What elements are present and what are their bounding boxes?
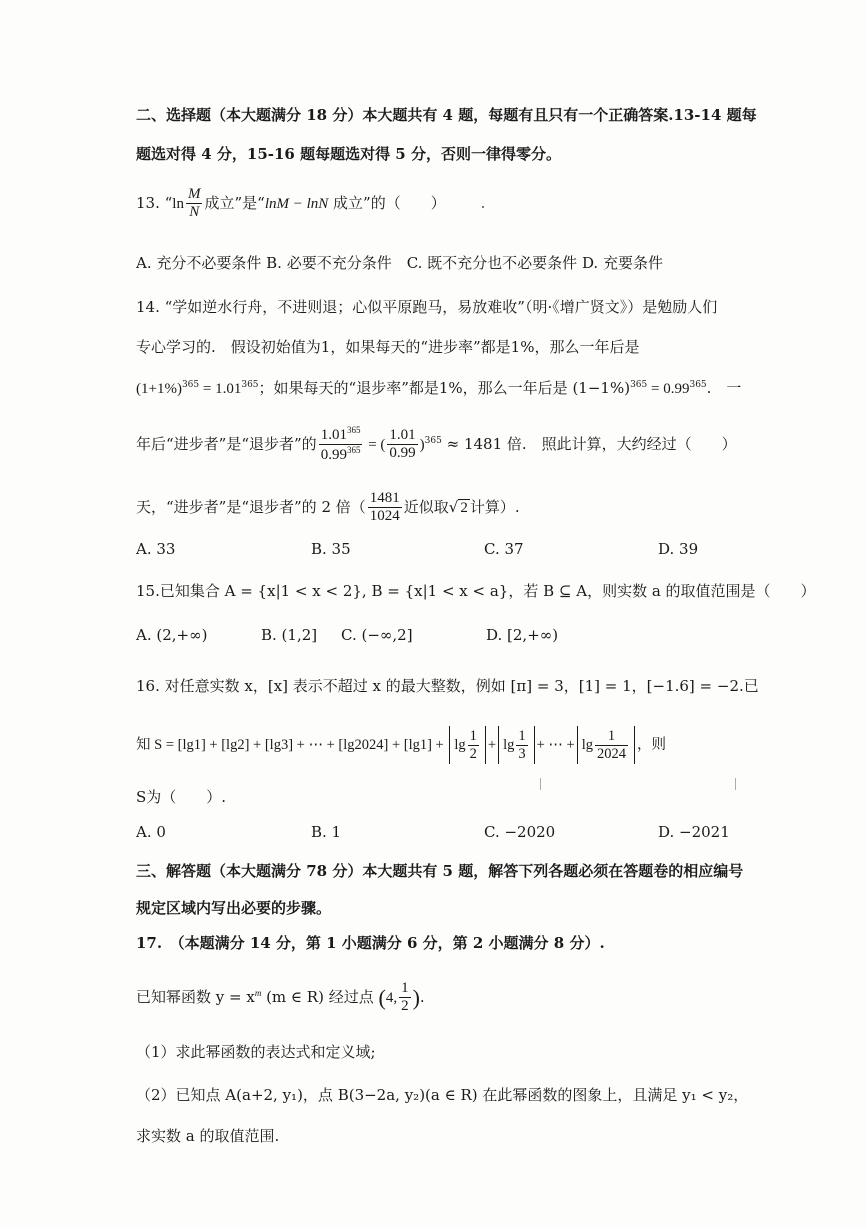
q15-option-d[interactable]: D. [2,+∞) <box>486 626 559 644</box>
q14-expr-d: = 0.99 <box>647 381 690 397</box>
q14-inner-den: 0.99 <box>389 445 416 462</box>
q14-exp3: 365 <box>630 380 648 390</box>
q14-expr-a: (1+1%) <box>136 381 182 397</box>
q16-line2 <box>136 726 666 764</box>
scan-mark <box>540 778 541 790</box>
q17-point-fraction <box>399 980 411 1016</box>
q13-fraction <box>186 186 203 222</box>
q17-intro-c: . <box>419 987 425 1006</box>
q16-frac-last-den: 2024 <box>597 745 627 762</box>
q13-expr: lnM − lnN <box>264 195 329 212</box>
q16-frac-half <box>468 728 479 762</box>
scan-speck <box>482 206 484 208</box>
q14-option-b[interactable]: B. 35 <box>311 540 351 558</box>
q14-l4-a: 年后“进步者”是“退步者”的 <box>136 434 317 453</box>
scan-mark <box>735 778 736 790</box>
section3-heading-line2: 规定区域内写出必要的步骤。 <box>136 899 332 917</box>
q16-dots: + ⋯ + <box>536 737 575 754</box>
q14-hint-den: 1024 <box>369 508 400 525</box>
q14-line2: 专心学习的. 假设初始值为1，如果每天的“进步率”都是1%，那么一年后是 <box>136 338 640 356</box>
q17-point-den: 2 <box>401 998 409 1015</box>
q13-ln: ln <box>172 195 184 212</box>
q16-frac-third-den: 3 <box>518 745 526 762</box>
paren-left-icon: ( <box>378 984 386 1010</box>
q17-title: 17. （本题满分 14 分，第 1 小题满分 6 分，第 2 小题满分 8 分）. <box>136 934 605 952</box>
q14-option-a[interactable]: A. 33 <box>136 540 176 558</box>
q13-suffix: 成立”的（ ） <box>328 193 446 212</box>
q17-intro-b: (m ∈ R) 经过点 <box>261 987 379 1006</box>
q17-part2-cont: 求实数 a 的取值范围. <box>136 1127 280 1145</box>
q16-option-d[interactable]: D. −2021 <box>658 823 730 841</box>
q16-option-b[interactable]: B. 1 <box>311 823 342 841</box>
q16-option-a[interactable]: A. 0 <box>136 823 166 841</box>
q17-intro-exp: m <box>254 987 262 998</box>
q16-bracket-half <box>449 726 486 764</box>
q14-hint-num: 1481 <box>368 490 402 508</box>
q17-intro <box>136 980 425 1016</box>
q14-l4-exp: 365 <box>424 435 442 446</box>
q16-plus: + <box>487 737 497 754</box>
q14-option-d[interactable]: D. 39 <box>658 540 699 558</box>
q16-line1: 16. 对任意实数 x，[x] 表示不超过 x 的最大整数，例如 [π] = 3，[1] = 1，[−1.6] = −2.已 <box>136 677 759 695</box>
q13-frac-den: N <box>189 204 200 221</box>
q14-line1: 14. “学如逆水行舟，不进则退；心似平原跑马，易放难收”（明·《增广贤文》）是勉励人们 <box>136 298 718 316</box>
q14-line4 <box>136 425 737 465</box>
q16-frac-third <box>516 728 527 762</box>
section2-heading-line2: 题选对得 4 分，15-16 题每题选对得 5 分，否则一律得零分。 <box>136 145 561 163</box>
q14-l5-b: 近似取 <box>403 497 449 516</box>
q14-ratio-den <box>319 445 363 464</box>
q17-part2: （2）已知点 A(a+2, y₁)，点 B(3−2a, y₂)(a ∈ R) 在此幂函数的图象上，且满足 y₁ < y₂， <box>136 1086 749 1104</box>
q16-frac-half-num: 1 <box>469 728 477 744</box>
q14-l4-d: ≈ 1481 倍. 照此计算，大约经过（ ） <box>441 434 737 453</box>
q14-ratio-num <box>319 425 363 445</box>
q13-stem <box>136 186 446 222</box>
q16-frac-half-den: 2 <box>469 745 477 762</box>
q17-point-x: 4, <box>385 989 398 1006</box>
q15-option-a[interactable]: A. (2,+∞) <box>136 626 208 644</box>
q15-option-c[interactable]: C. (−∞,2] <box>341 626 413 644</box>
q13-frac-num: M <box>186 186 203 204</box>
sqrt-icon: √ <box>448 497 459 516</box>
q14-expr-b: = 1.01 <box>199 381 242 397</box>
q14-l4-b: = ( <box>364 436 386 453</box>
q16-lg-3: lg <box>581 737 594 754</box>
q14-l5-c: 计算）. <box>469 497 520 516</box>
q16-option-c[interactable]: C. −2020 <box>484 823 556 841</box>
q16-bracket-third <box>498 726 535 764</box>
q16-frac-last <box>595 728 628 762</box>
q16-lg-1: lg <box>454 737 466 754</box>
q13-options: A. 充分不必要条件 B. 必要不充分条件 C. 既不充分也不必要条件 D. 充要条件 <box>136 254 663 272</box>
q14-ratio-num-exp: 365 <box>346 425 361 435</box>
q14-line5 <box>136 490 520 526</box>
q14-hint-fraction <box>368 490 402 526</box>
paren-right-icon: ) <box>412 984 420 1010</box>
q14-exp4: 365 <box>689 380 707 390</box>
q14-option-c[interactable]: C. 37 <box>484 540 524 558</box>
q14-ratio-den-exp: 365 <box>346 445 361 456</box>
q16-bracket-last <box>577 726 635 764</box>
q14-ratio-den-val: 0.99 <box>320 447 347 464</box>
q16-lg-2: lg <box>503 737 515 754</box>
q16-tail: ，则 <box>637 737 667 754</box>
section2-heading-line1: 二、选择题（本大题满分 18 分）本大题共有 4 题，每题有且只有一个正确答案.13-14 题每 <box>136 106 757 124</box>
q14-exp1: 365 <box>181 380 200 390</box>
q13-mid: 成立”是“ <box>204 193 265 212</box>
q14-inner-num: 1.01 <box>387 427 417 445</box>
q17-part1: （1）求此幂函数的表达式和定义域; <box>136 1043 376 1061</box>
q16-frac-last-num: 1 <box>595 728 628 746</box>
q14-ratio-num-val: 1.01 <box>320 427 347 443</box>
section3-heading-line1: 三、解答题（本大题满分 78 分）本大题共有 5 题，解答下列各题必须在答题卷的相应编号 <box>136 862 744 880</box>
q17-point-num: 1 <box>399 980 411 998</box>
q14-expr-e: . 一 <box>706 379 742 397</box>
q13-prefix: 13. “ <box>136 193 173 212</box>
q15-option-b[interactable]: B. (1,2] <box>261 626 318 644</box>
q14-ratio-fraction <box>319 425 363 465</box>
q14-l5-a: 天，“进步者”是“退步者”的 2 倍（ <box>136 497 366 516</box>
q15-stem: 15.已知集合 A = {x|1 < x < 2}, B = {x|1 < x < a}，若 B ⊆ A，则实数 a 的取值范围是（ ） <box>136 582 816 600</box>
q14-sqrt-value: 2 <box>460 499 468 516</box>
q16-line3: S为（ ）. <box>136 788 227 806</box>
q14-expr-c: ；如果每天的“退步率”都是1%，那么一年后是 (1−1%) <box>258 379 631 397</box>
q16-sum-head: 知 S = [lg1] + [lg2] + [lg3] + ⋯ + [lg2024] + [lg1] + <box>136 737 448 754</box>
q14-inner-fraction <box>387 427 417 463</box>
q17-intro-a: 已知幂函数 y = x <box>136 987 255 1006</box>
q14-l4-c: ) <box>419 436 425 453</box>
q14-line3 <box>136 377 741 398</box>
q16-frac-third-num: 1 <box>518 728 526 744</box>
q14-exp2: 365 <box>241 380 259 390</box>
